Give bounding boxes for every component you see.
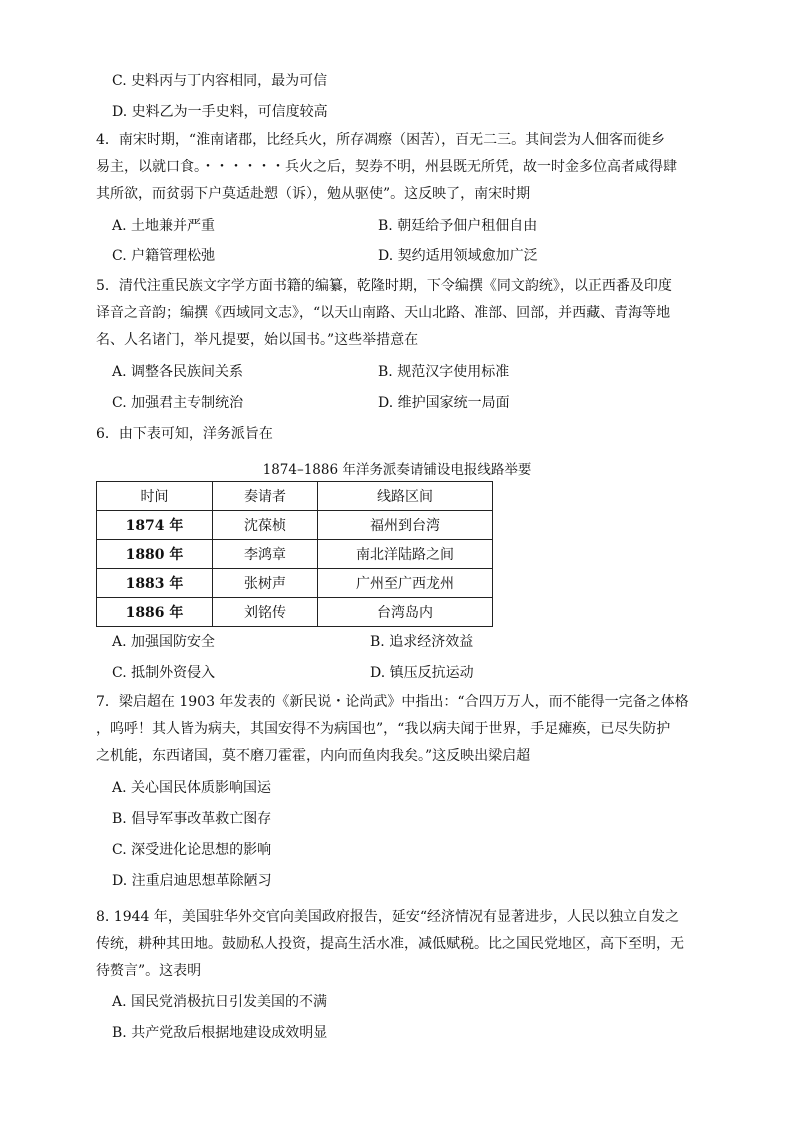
q7-option-d: D. 注重启迪思想革除陋习 xyxy=(112,873,272,889)
table-row xyxy=(97,511,493,540)
q5-option-a: A. 调整各民族间关系 xyxy=(112,364,244,380)
q6-option-a: A. 加强国防安全 xyxy=(112,634,216,650)
q7-option-a: A. 关心国民体质影响国运 xyxy=(112,780,272,796)
table-row xyxy=(97,598,493,627)
q8-stem-line-1: 8. 1944 年，美国驻华外交官向美国政府报告，延安“经济情况有显著进步，人民以独立自发之 xyxy=(96,909,680,925)
q6-stem: 6．由下表可知，洋务派旨在 xyxy=(96,426,273,442)
table-cell-petitioner: 李鸿章 xyxy=(213,540,318,569)
q4-option-d: D. 契约适用领域愈加广泛 xyxy=(378,248,538,264)
q4-stem-line-3: 其所欲，而贫弱下户莫适赴愬（诉），勉从驱使”。这反映了，南宋时期 xyxy=(96,186,531,202)
q5-option-d: D. 维护国家统一局面 xyxy=(378,395,510,411)
q4-stem-line-1: 4．南宋时期，“淮南诸郡，比经兵火，所存凋瘵（困苦），百无二三。其间尝为人佃客而徙乡 xyxy=(96,132,666,148)
table-cell-year: 1874 年 xyxy=(97,511,213,540)
q5-option-c: C. 加强君主专制统治 xyxy=(112,395,244,411)
q8-stem-line-3: 待赘言”。这表明 xyxy=(96,963,202,979)
q7-option-b: B. 倡导军事改革救亡图存 xyxy=(112,811,272,827)
q3-option-c: C. 史料丙与丁内容相同，最为可信 xyxy=(112,73,328,89)
table-cell-year: 1886 年 xyxy=(97,598,213,627)
q8-option-b: B. 共产党敌后根据地建设成效明显 xyxy=(112,1025,328,1041)
table-cell-petitioner: 沈葆桢 xyxy=(213,511,318,540)
q7-stem-line-3: 之机能，东西诸国，莫不磨刀霍霍，内向而鱼肉我矣。”这反映出梁启超 xyxy=(96,748,531,764)
q4-option-b: B. 朝廷给予佃户租佃自由 xyxy=(378,218,538,234)
q5-option-b: B. 规范汉字使用标准 xyxy=(378,364,510,380)
q7-stem-line-1: 7．梁启超在 1903 年发表的《新民说・论尚武》中指出：“合四万万人，而不能得一完备之体格 xyxy=(96,694,689,710)
q7-option-c: C. 深受进化论思想的影响 xyxy=(112,842,272,858)
q6-table-caption: 1874–1886 年洋务派奏请铺设电报线路举要 xyxy=(262,462,532,478)
q4-stem-line-2: 易主，以就口食。・・・・・・兵火之后，契券不明，州县既无所凭，故一时金多位高者咸得肆 xyxy=(96,159,677,175)
table-cell-year: 1883 年 xyxy=(97,569,213,598)
q5-stem-line-1: 5．清代注重民族文字学方面书籍的编纂，乾隆时期，下令编撰《同文韵统》，以正西番及印度 xyxy=(96,278,672,294)
q6-option-c: C. 抵制外资侵入 xyxy=(112,665,216,681)
table-header-time: 时间 xyxy=(97,482,213,511)
table-cell-route: 南北洋陆路之间 xyxy=(318,540,493,569)
q6-option-b: B. 追求经济效益 xyxy=(370,634,474,650)
q4-option-a: A. 土地兼并严重 xyxy=(112,218,216,234)
q8-option-a: A. 国民党消极抗日引发美国的不满 xyxy=(112,994,328,1010)
table-cell-route: 福州到台湾 xyxy=(318,511,493,540)
table-cell-petitioner: 刘铭传 xyxy=(213,598,318,627)
table-header-petitioner: 奏请者 xyxy=(213,482,318,511)
table-cell-year: 1880 年 xyxy=(97,540,213,569)
q7-stem-line-2: ，呜呼！其人皆为病夫，其国安得不为病国也”，“我以病夫闻于世界，手足瘫痪，已尽失防护 xyxy=(96,721,671,737)
table-cell-route: 台湾岛内 xyxy=(318,598,493,627)
q3-option-d: D. 史料乙为一手史料，可信度较高 xyxy=(112,104,328,120)
q4-option-c: C. 户籍管理松弛 xyxy=(112,248,216,264)
q5-stem-line-3: 名、人名诸门，举凡提要，始以国书。”这些举措意在 xyxy=(96,332,419,348)
q6-table xyxy=(96,481,493,627)
table-row xyxy=(97,540,493,569)
q5-stem-line-2: 译音之音韵；编撰《西域同文志》，“以天山南路、天山北路、准部、回部，并西藏、青海等地 xyxy=(96,305,671,321)
q8-stem-line-2: 传统，耕种其田地。鼓励私人投资，提高生活水准，减低赋税。比之国民党地区，高下至明，无 xyxy=(96,936,684,952)
table-cell-route: 广州至广西龙州 xyxy=(318,569,493,598)
table-cell-petitioner: 张树声 xyxy=(213,569,318,598)
table-header-route: 线路区间 xyxy=(318,482,493,511)
table-row xyxy=(97,569,493,598)
q6-option-d: D. 镇压反抗运动 xyxy=(370,665,474,681)
table-header-row xyxy=(97,482,493,511)
